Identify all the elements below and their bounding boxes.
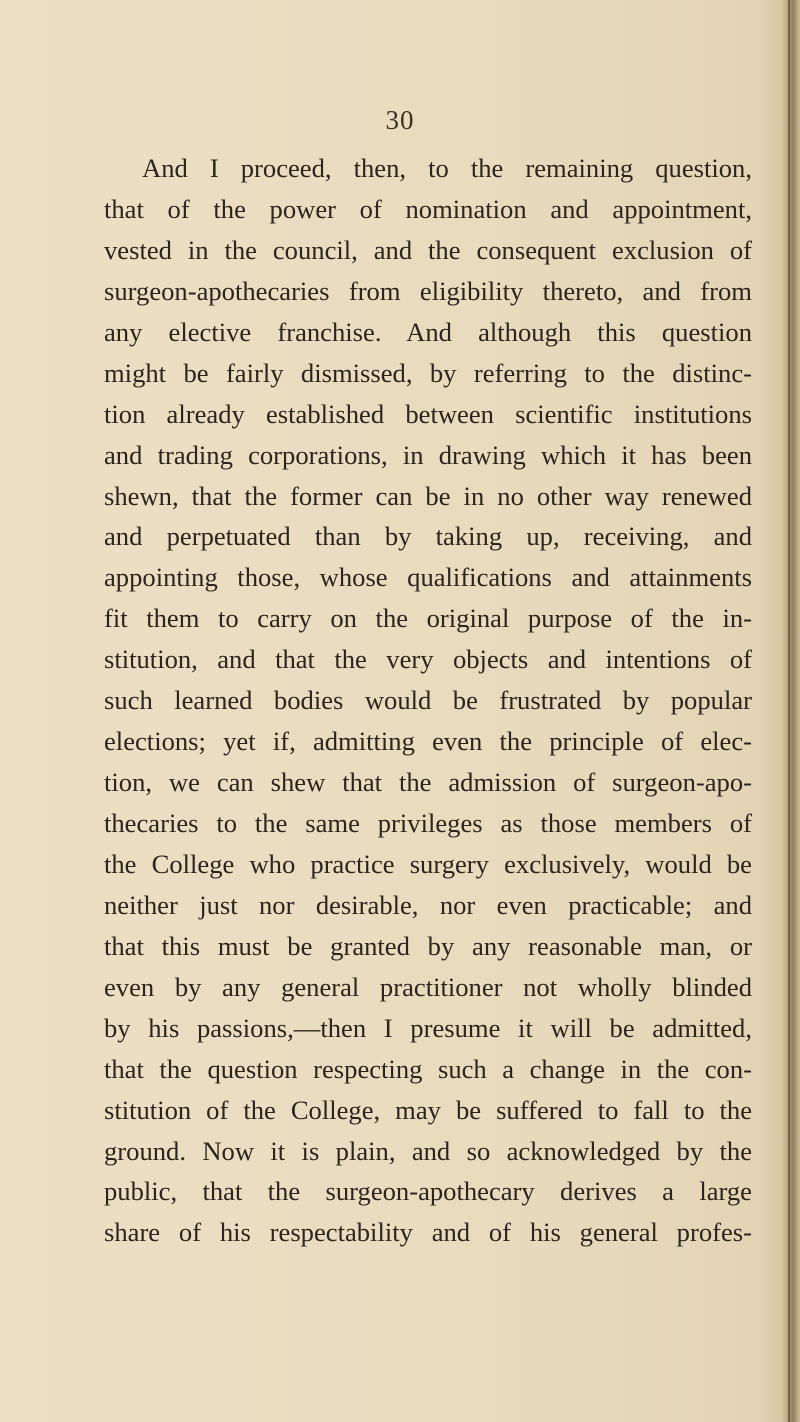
text-line: even by any general practitioner not wholly blinded — [104, 971, 752, 1002]
text-line: any elective franchise. And although this question — [104, 316, 752, 347]
text-line: and perpetuated than by taking up, receiving, and — [104, 521, 752, 552]
text-line: such learned bodies would be frustrated by popular — [104, 685, 752, 716]
text-line: tion, we can shew that the admission of surgeon-apo- — [104, 767, 752, 798]
text-line: elections; yet if, admitting even the principle of elec- — [104, 726, 752, 757]
text-line: thecaries to the same privileges as those members of — [104, 808, 752, 838]
text-line: the College who practice surgery exclusively, would be — [104, 848, 752, 879]
page-edge — [782, 0, 800, 1422]
text-line: surgeon-apothecaries from eligibility thereto, and from — [104, 275, 752, 306]
text-line: public, that the surgeon-apothecary derives a large — [104, 1176, 752, 1207]
text-line: share of his respectability and of his general profes- — [104, 1217, 752, 1248]
text-line: stitution, and that the very objects and intentions of — [104, 644, 752, 675]
body-text — [104, 148, 752, 1253]
text-line: tion already established between scientific institutions — [104, 398, 752, 429]
text-line: neither just nor desirable, nor even practicable; and — [104, 889, 752, 920]
page-number: 30 — [385, 105, 415, 135]
text-line: that this must be granted by any reasonable man, or — [104, 930, 752, 961]
text-line: And I proceed, then, to the remaining question, — [142, 153, 752, 183]
text-line: might be fairly dismissed, by referring to the distinc- — [104, 357, 752, 388]
text-line: fit them to carry on the original purpose of the in- — [104, 603, 752, 634]
text-line: vested in the council, and the consequent exclusion of — [104, 234, 752, 265]
text-line: shewn, that the former can be in no other way renewed — [104, 480, 752, 511]
text-line: stitution of the College, may be suffered to fall to the — [104, 1094, 752, 1125]
text-line: that of the power of nomination and appointment, — [104, 193, 752, 224]
text-line: ground. Now it is plain, and so acknowledged by the — [104, 1135, 752, 1166]
text-line: that the question respecting such a change in the con- — [104, 1053, 752, 1084]
text-line: and trading corporations, in drawing which it has been — [104, 439, 752, 470]
text-line: appointing those, whose qualifications and attainments — [104, 562, 752, 593]
text-line: by his passions,—then I presume it will be admitted, — [104, 1012, 752, 1043]
